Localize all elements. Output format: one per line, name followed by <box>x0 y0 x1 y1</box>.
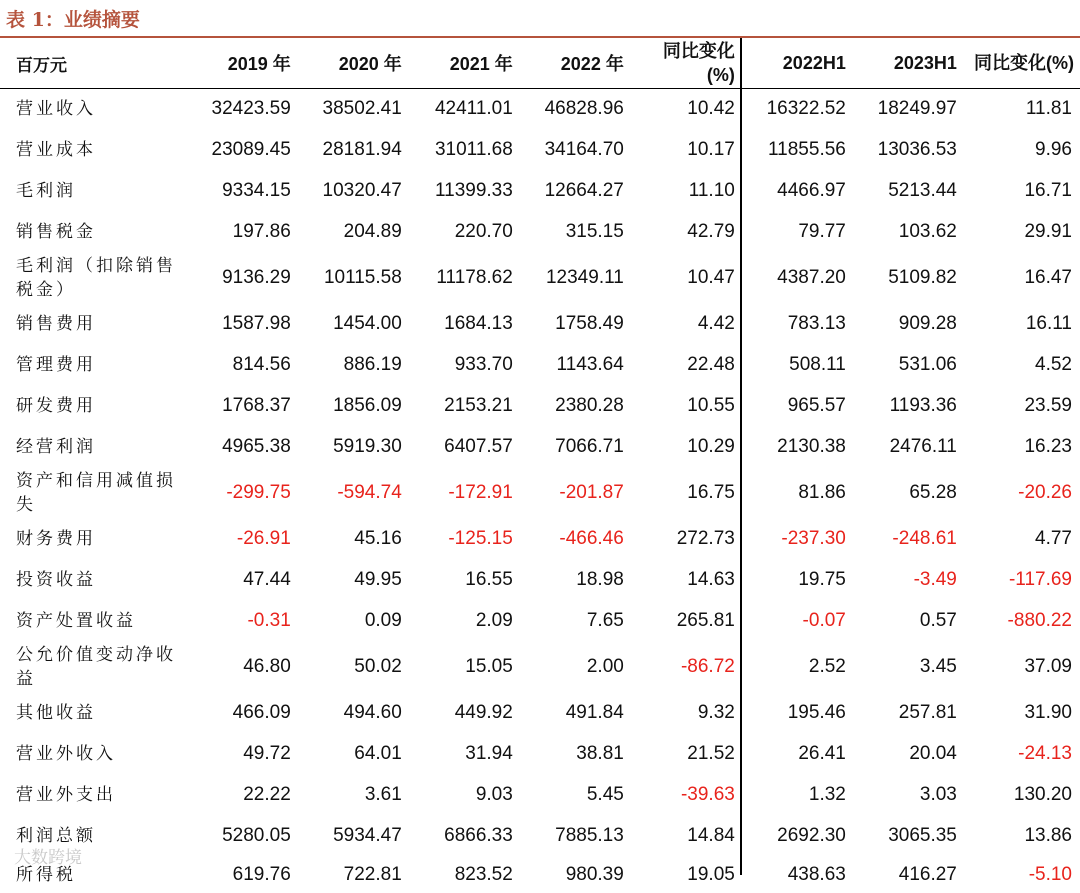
table-cell: -86.72 <box>680 655 735 677</box>
table-cell: 0.09 <box>364 609 402 631</box>
table-cell: 3.03 <box>919 783 957 805</box>
table-cell: 1758.49 <box>555 312 624 334</box>
table-row <box>0 88 1080 129</box>
table-cell: 5.45 <box>586 783 624 805</box>
row-label: 管理费用 <box>16 354 96 375</box>
table-cell: 5280.05 <box>222 824 291 846</box>
table-cell: 32423.59 <box>211 97 291 119</box>
table-cell: 9136.29 <box>222 266 291 288</box>
table-cell: 4387.20 <box>777 266 846 288</box>
table-cell: 438.63 <box>787 863 846 885</box>
table-row <box>0 733 1080 774</box>
row-label: 财务费用 <box>16 528 96 549</box>
table-cell: 31011.68 <box>434 138 513 160</box>
header-row <box>0 38 1080 88</box>
table-cell: 195.46 <box>787 701 846 723</box>
table-cell: -237.30 <box>781 527 846 549</box>
table-cell: 16.55 <box>465 568 513 590</box>
table-cell: 16.23 <box>1024 435 1072 457</box>
table-cell: 16.75 <box>687 481 735 503</box>
table-cell: 13036.53 <box>877 138 957 160</box>
table-cell: -0.07 <box>802 609 846 631</box>
row-label: 销售税金 <box>16 221 96 242</box>
table-cell: -466.46 <box>559 527 624 549</box>
table-row <box>0 211 1080 252</box>
table-cell: -172.91 <box>448 481 513 503</box>
table-cell: -201.87 <box>559 481 624 503</box>
table-cell: 823.52 <box>454 863 513 885</box>
table-cell: 14.84 <box>687 824 735 846</box>
table-cell: 28181.94 <box>322 138 402 160</box>
table-cell: 0.57 <box>919 609 957 631</box>
table-cell: 315.15 <box>565 220 624 242</box>
table-cell: 5213.44 <box>888 179 957 201</box>
table-cell: -3.49 <box>913 568 957 590</box>
row-label: 所得税 <box>16 864 76 885</box>
table-cell: 16.47 <box>1024 266 1072 288</box>
table-cell: -880.22 <box>1007 609 1072 631</box>
table-cell: 11.10 <box>688 179 735 201</box>
table-cell: 1.32 <box>808 783 846 805</box>
table-cell: 130.20 <box>1013 783 1072 805</box>
header-cell: 2019 年 <box>227 54 291 74</box>
table-cell: 12349.11 <box>545 266 624 288</box>
header-cell: 2023H1 <box>893 52 957 73</box>
table-cell: 9334.15 <box>222 179 291 201</box>
table-cell: 10.47 <box>687 266 735 288</box>
table-cell: 4.77 <box>1035 527 1072 549</box>
table-cell: 1856.09 <box>333 394 402 416</box>
table-cell: 11855.56 <box>768 138 846 160</box>
table-row <box>0 170 1080 211</box>
table-cell: 20.04 <box>909 742 957 764</box>
table-cell: 3.45 <box>919 655 957 677</box>
table-cell: 4965.38 <box>222 435 291 457</box>
table-cell: 7.65 <box>586 609 624 631</box>
table-cell: 7885.13 <box>555 824 624 846</box>
table-cell: 449.92 <box>454 701 513 723</box>
table-cell: 18.98 <box>576 568 624 590</box>
table-cell: 909.28 <box>898 312 957 334</box>
table-cell: 197.86 <box>232 220 291 242</box>
table-row <box>0 559 1080 600</box>
table-cell: 2.52 <box>808 655 846 677</box>
table-cell: 22.22 <box>243 783 291 805</box>
table-cell: 34164.70 <box>544 138 624 160</box>
table-cell: 16322.52 <box>766 97 846 119</box>
table-cell: -39.63 <box>680 783 735 805</box>
table-cell: 9.03 <box>475 783 513 805</box>
table-cell: -594.74 <box>337 481 402 503</box>
table-cell: 10320.47 <box>322 179 402 201</box>
table-cell: 38502.41 <box>322 97 402 119</box>
table-cell: 886.19 <box>343 353 402 375</box>
table-cell: 19.75 <box>798 568 846 590</box>
table-cell: 31.94 <box>465 742 513 764</box>
row-label: 研发费用 <box>16 395 96 416</box>
table-cell: 6407.57 <box>444 435 513 457</box>
table-cell: 65.28 <box>909 481 957 503</box>
table-cell: 4.42 <box>697 312 735 334</box>
table-cell: -117.69 <box>1008 568 1072 590</box>
table-title: 表 1：业绩摘要 <box>6 9 140 31</box>
table-cell: 722.81 <box>343 863 402 885</box>
table-cell: 50.02 <box>354 655 402 677</box>
table-cell: 10.29 <box>687 435 735 457</box>
row-label: 利润总额 <box>16 825 96 846</box>
table-cell: 38.81 <box>576 742 624 764</box>
table-cell: 10.17 <box>687 138 735 160</box>
table-cell: 265.81 <box>676 609 735 631</box>
table-cell: 29.91 <box>1024 220 1072 242</box>
row-label: 营业外收入 <box>16 743 116 764</box>
header-cell: 2022H1 <box>782 52 846 73</box>
table-cell: 47.44 <box>243 568 291 590</box>
table-cell: 220.70 <box>454 220 513 242</box>
table-cell: 45.16 <box>354 527 402 549</box>
table-cell: 2.00 <box>586 655 624 677</box>
summary-table <box>0 38 1080 893</box>
table-cell: 79.77 <box>798 220 846 242</box>
table-cell: 1684.13 <box>444 312 513 334</box>
table-cell: 1193.36 <box>889 394 957 416</box>
table-cell: 2380.28 <box>555 394 624 416</box>
row-label: 销售费用 <box>16 313 96 334</box>
table-cell: 10115.58 <box>323 266 402 288</box>
table-cell: 5109.82 <box>888 266 957 288</box>
table-cell: 42.79 <box>687 220 735 242</box>
table-cell: 4466.97 <box>777 179 846 201</box>
header-rule <box>0 88 1080 89</box>
table-cell: -5.10 <box>1028 863 1072 885</box>
table-row <box>0 303 1080 344</box>
table-cell: 11.81 <box>1025 97 1072 119</box>
table-cell: 9.96 <box>1035 138 1072 160</box>
table-cell: 16.71 <box>1024 179 1072 201</box>
table-row <box>0 344 1080 385</box>
table-cell: 81.86 <box>798 481 846 503</box>
table-cell: 26.41 <box>798 742 846 764</box>
table-cell: 272.73 <box>676 527 735 549</box>
table-cell: 13.86 <box>1024 824 1072 846</box>
table-cell: 49.95 <box>354 568 402 590</box>
table-cell: 933.70 <box>454 353 513 375</box>
table-cell: 783.13 <box>787 312 846 334</box>
table-cell: 531.06 <box>898 353 957 375</box>
table-cell: -299.75 <box>226 481 291 503</box>
row-label: 营业成本 <box>16 139 96 160</box>
table-cell: -26.91 <box>236 527 291 549</box>
table-cell: 4.52 <box>1035 353 1072 375</box>
table-cell: 11399.33 <box>434 179 513 201</box>
table-cell: 5919.30 <box>333 435 402 457</box>
table-cell: 5934.47 <box>333 824 402 846</box>
table-cell: 3065.35 <box>888 824 957 846</box>
row-label: 投资收益 <box>16 569 96 590</box>
table-row <box>0 692 1080 733</box>
header-cell: 2020 年 <box>338 54 402 74</box>
table-cell: 23089.45 <box>211 138 291 160</box>
header-cell: 同比变化(%) <box>662 41 735 85</box>
table-cell: 64.01 <box>354 742 402 764</box>
table-cell: 491.84 <box>565 701 624 723</box>
row-label: 毛利润 <box>16 180 76 201</box>
table-cell: 46828.96 <box>544 97 624 119</box>
table-cell: 19.05 <box>687 863 735 885</box>
table-cell: 10.42 <box>687 97 735 119</box>
table-cell: 466.09 <box>232 701 291 723</box>
table-row <box>0 641 1080 692</box>
header-cell: 2022 年 <box>560 54 624 74</box>
table-row <box>0 518 1080 559</box>
table-cell: 1768.37 <box>222 394 291 416</box>
row-label: 资产处置收益 <box>16 610 136 631</box>
table-cell: 42411.01 <box>434 97 513 119</box>
table-cell: 103.62 <box>898 220 957 242</box>
table-cell: 2.09 <box>475 609 513 631</box>
header-cell: 百万元 <box>16 55 67 76</box>
table-cell: 11178.62 <box>436 266 513 288</box>
table-cell: 37.09 <box>1024 655 1072 677</box>
table-cell: 3.61 <box>364 783 402 805</box>
table-cell: 6866.33 <box>444 824 513 846</box>
table-row <box>0 467 1080 518</box>
table-cell: 49.72 <box>243 742 291 764</box>
table-cell: 9.32 <box>697 701 735 723</box>
row-label: 营业外支出 <box>16 784 116 805</box>
watermark: 大数跨境 <box>14 848 82 868</box>
table-cell: 23.59 <box>1024 394 1072 416</box>
table-cell: 257.81 <box>898 701 957 723</box>
table-cell: 7066.71 <box>555 435 624 457</box>
table-cell: 21.52 <box>687 742 735 764</box>
table-cell: 2476.11 <box>889 435 957 457</box>
header-cell: 2021 年 <box>449 54 513 74</box>
table-cell: 22.48 <box>687 353 735 375</box>
table-row <box>0 252 1080 303</box>
table-cell: 14.63 <box>687 568 735 590</box>
table-cell: 18249.97 <box>877 97 957 119</box>
table-row <box>0 815 1080 856</box>
row-label: 经营利润 <box>16 436 96 457</box>
table-cell: -248.61 <box>892 527 957 549</box>
table-cell: 965.57 <box>787 394 846 416</box>
table-cell: 1454.00 <box>333 312 402 334</box>
row-label: 资产和信用减值损失 <box>16 470 176 515</box>
row-label: 其他收益 <box>16 702 96 723</box>
table-cell: 1143.64 <box>556 353 624 375</box>
table-row <box>0 426 1080 467</box>
header-cell: 同比变化(%) <box>974 53 1074 73</box>
table-row <box>0 129 1080 170</box>
table-cell: 46.80 <box>243 655 291 677</box>
table-cell: 16.11 <box>1025 312 1072 334</box>
column-divider <box>740 38 742 875</box>
row-label: 公允价值变动净收益 <box>16 644 176 689</box>
table-cell: 12664.27 <box>544 179 624 201</box>
table-cell: 2130.38 <box>777 435 846 457</box>
table-cell: 1587.98 <box>222 312 291 334</box>
table-cell: 31.90 <box>1024 701 1072 723</box>
table-cell: -125.15 <box>448 527 513 549</box>
table-cell: 494.60 <box>343 701 402 723</box>
table-cell: 619.76 <box>232 863 291 885</box>
table-cell: 416.27 <box>898 863 957 885</box>
table-cell: 508.11 <box>789 353 846 375</box>
table-row <box>0 774 1080 815</box>
row-label: 营业收入 <box>16 98 96 119</box>
table-row <box>0 385 1080 426</box>
table-cell: 15.05 <box>465 655 513 677</box>
table-cell: 10.55 <box>687 394 735 416</box>
table-cell: 2153.21 <box>444 394 513 416</box>
table-cell: 814.56 <box>232 353 291 375</box>
table-cell: 204.89 <box>343 220 402 242</box>
row-label: 毛利润（扣除销售税金） <box>16 255 176 300</box>
table-cell: -0.31 <box>247 609 291 631</box>
table-cell: 2692.30 <box>777 824 846 846</box>
table-row <box>0 600 1080 641</box>
table-cell: 980.39 <box>565 863 624 885</box>
table-cell: -24.13 <box>1018 742 1072 764</box>
table-cell: -20.26 <box>1018 481 1072 503</box>
